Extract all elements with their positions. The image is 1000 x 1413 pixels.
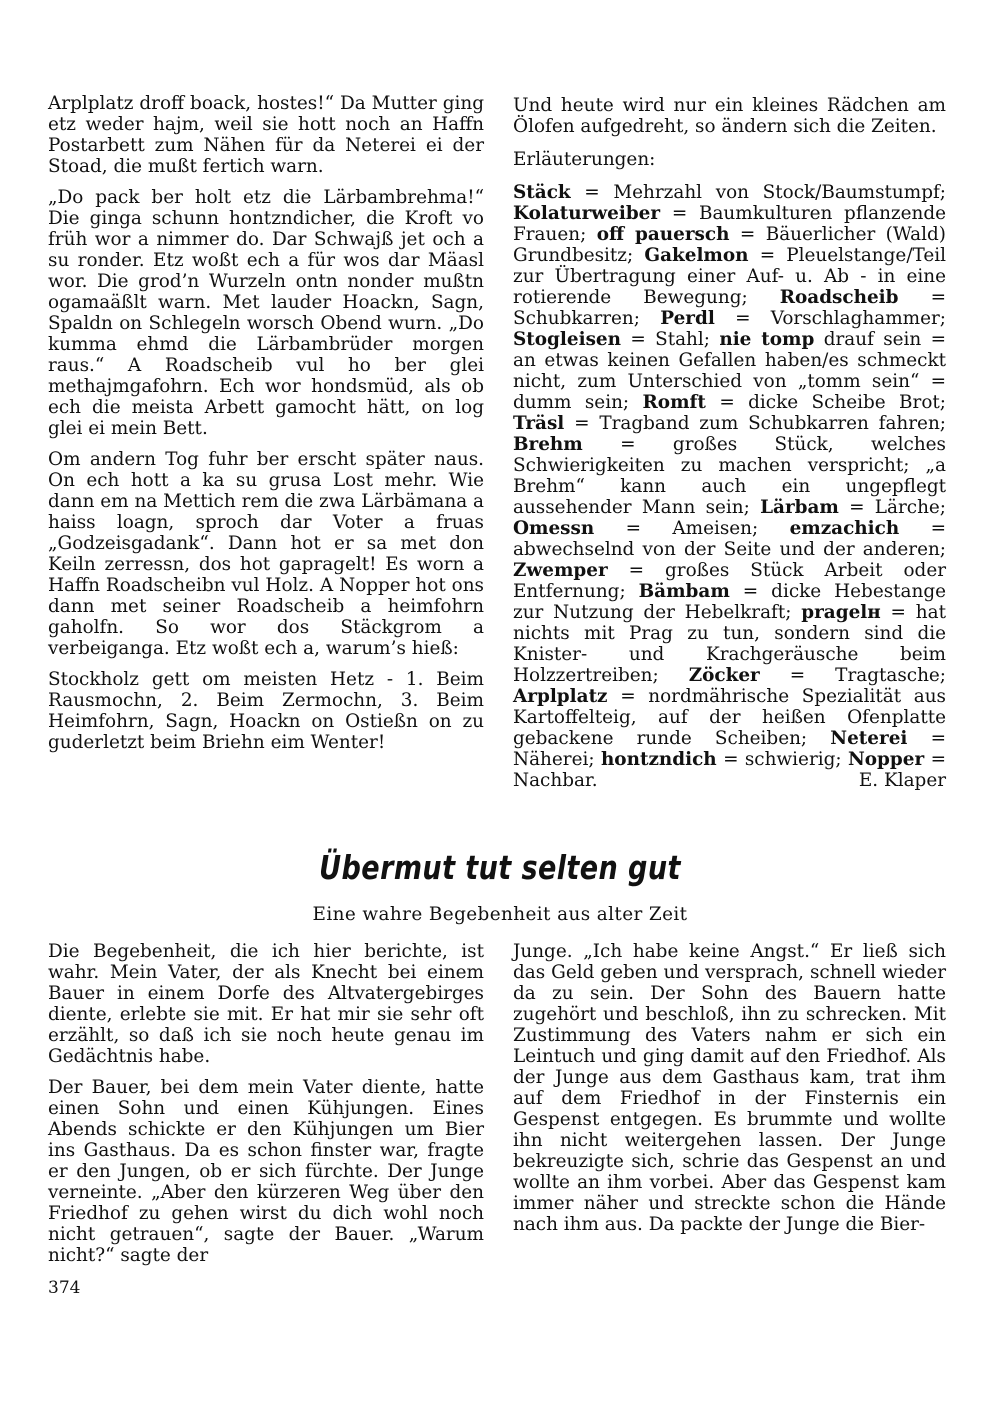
glossary-definition: = nordmährische Spezialität aus Kartoffelteig, auf der heißen Ofenplatte gebackene runde Scheiben; (513, 686, 946, 749)
glossary-definition: = Näherei; (513, 728, 946, 770)
glossary-term: Gakelmon (644, 245, 749, 266)
paragraph: Die Begebenheit, die ich hier berichte, ist wahr. Mein Vater, der als Knecht bei einem Bauer in einem Dorfe des Altvatergebirges diente, erlebte sie mit. Er hat mir sie sehr oft erzählt, so daß ich sie noch heute genau im Gedächtnis habe. (48, 941, 484, 1067)
glossary-term: Roadscheib (779, 287, 899, 308)
glossary-term: Träsl (513, 413, 565, 434)
paragraph: Stockholz gett om meisten Hetz - 1. Beim Rausmochn, 2. Beim Zermochn, 3. Beim Heimfohrn, Sagn, Hoackn on Ostießn on zu guderletzt beim Briehn eim Wenter! (48, 669, 484, 753)
glossary-term: Bämbam (638, 581, 730, 602)
paragraph: Junge. „Ich habe keine Angst.“ Er ließ sich das Geld geben und versprach, schnell wieder da zu sein. Der Sohn des Bauern hatte zugehört und beschloß, ihn zu schrecken. Mit Zustimmung des Vaters nahm er sich ein Leintuch und ging damit auf den Friedhof. Als der Junge aus dem Gasthaus kam, trat ihm auf dem Friedhof in der Finsternis ein Gespenst entgegen. Es brummte und wollte ihn nicht weitergehen lassen. Der Junge bekreuzigte sich, schrie das Gespenst an und wollte an ihm vorbei. Aber das Gespenst kam immer näher und streckte schon die Hände nach ihm aus. Da packte der Junge die Bier- (513, 941, 946, 1235)
article-title: Übermut tut selten gut (319, 848, 681, 887)
glossary-definition: = hat nichts mit Prag zu tun, sondern sind die Knister- und Krachgeräusche beim Holzzertreiben; (513, 602, 946, 686)
glossary-definition: = Mehrzahl von Stock/Baumstumpf; (584, 182, 946, 203)
glossary-definition: = dicke Hebestange zur Nutzung der Hebelkraft; (513, 581, 946, 623)
glossary-term: Nopper (847, 749, 925, 770)
paragraph: Om andern Tog fuhr ber erscht später naus. On ech hott a ka su grusa Lost mehr. Wie dann em na Mettich rem die zwa Lärbämana a haiss loagn, sproch dar Voter a fruas „Godzeisgadank“. Dann hot er sa met don Keiln zerressn, dos hot gapragelt! Es worn a Haffn Roadscheibn vul Holz. A Nopper hot ons dann met seiner Roadscheib a heimfohrn gaholfn. So wor dos Stäckgrom a verbeiganga. Etz woßt ech a, warum’s hieß: (48, 449, 484, 659)
glossary-term: Stogleisen (513, 329, 622, 350)
page-number: 374 (48, 1278, 81, 1298)
article2-left-column (48, 941, 484, 1276)
glossary-definition: drauf sein = an etwas keinen Gefallen haben/es schmeckt nicht, zum Unterschied von „tomm sein“ = dumm sein; (513, 329, 946, 413)
paragraph: „Do pack ber holt etz die Lärbambrehma!“ Die ginga schunn hontzndicher, die Kroft vo früh wor a nimmer do. Dar Schwajß jet och a su ronder. Etz woßt ech a für wos dar Mäasl wor. Die grod’n Wurzeln ontn nonder mußtn ogamaäßlt warn. Met lauder Hoackn, Sagn, Spaldn on Schlegeln worsch Obend wurn. „Do kumma ehmd die Lärbambrüder morgen raus.“ A Roadscheib vul ho ber glei methajmgafohrn. Ech wor hondsmüd, als ob ech die meista Arbett gamocht hätt, on log glei ei mein Bett. (48, 187, 484, 439)
glossary-term: hontzndich (600, 749, 717, 770)
glossary-term: Perdl (660, 308, 715, 329)
glossary-definition: = Vorschlaghammer; (735, 308, 946, 329)
article1-left-column (48, 93, 484, 763)
intro-paragraph: Und heute wird nur ein kleines Rädchen am Ölofen aufgedreht, so ändern sich die Zeiten. (513, 95, 946, 137)
glossary-term: Brehm (513, 434, 583, 455)
glossary-term: Zwemper (513, 560, 608, 581)
glossary-term: emzachich (789, 518, 900, 539)
article1-right-column (513, 95, 946, 791)
glossary-term: Kolaturweiber (513, 203, 661, 224)
glossary-term: Neterei (830, 728, 908, 749)
glossary-term: Lärbam (760, 497, 839, 518)
author-signature: E. Klaper (858, 770, 946, 791)
glossary-definition: = Tragtasche; (789, 665, 946, 686)
glossary-definition: = großes Stück, welches Schwierigkeiten zu machen verspricht; „a Brehm“ kann auch ein ungepflegt aussehender Mann sein; (513, 434, 946, 518)
glossary-definition: = Ameisen; (625, 518, 759, 539)
glossary-term: nie tomp (719, 329, 815, 350)
glossary (513, 182, 946, 791)
glossary-definition: = Bäuerlicher (Wald) Grundbesitz; (513, 224, 946, 266)
glossary-term: Zöcker (688, 665, 760, 686)
glossary-term: off pauersch (596, 224, 730, 245)
glossary-definition: = Nachbar. (513, 749, 946, 791)
glossary-definition: = abwechselnd von der Seite und der anderen; (513, 518, 946, 560)
glossary-definition: = schwierig; (723, 749, 842, 770)
glossary-definition: = Baumkulturen pflanzende Frauen; (513, 203, 946, 245)
glossary-heading: Erläuterungen: (513, 149, 656, 170)
paragraph: Der Bauer, bei dem mein Vater diente, hatte einen Sohn und einen Kühjungen. Eines Abends schickte er den Kühjungen um Bier ins Gasthaus. Da es schon finster war, fragte er den Jungen, ob er sich fürchte. Der Junge verneinte. „Aber den kürzeren Weg über den Friedhof zu gehen wirst du dich wohl noch nicht getrauen“, sagte der Bauer. „Warum nicht?“ sagte der (48, 1077, 484, 1266)
glossary-definition: = dicke Scheibe Brot; (719, 392, 946, 413)
glossary-definition: = Pleuelstange/Teil zur Übertragung einer Auf- u. Ab - in eine rotierende Bewegung; (513, 245, 946, 308)
glossary-term: Stäck (513, 182, 571, 203)
paragraph: Arplplatz droff boack, hostes!“ Da Mutter ging etz weder hajm, weil sie hott noch an Haffn Postarbett zum Nähen für da Neterei ei der Stoad, die mußt fertich warn. (48, 93, 484, 177)
article-subtitle: Eine wahre Begebenheit aus alter Zeit (312, 904, 688, 925)
glossary-term: pragelн (801, 602, 881, 623)
glossary-term: Arplplatz (513, 686, 608, 707)
glossary-definition: = Schubkarren; (513, 287, 946, 329)
glossary-term: Omessn (513, 518, 595, 539)
glossary-definition: = Tragband zum Schubkarren fahren; (574, 413, 946, 434)
glossary-term: Romft (642, 392, 706, 413)
glossary-definition: = Stahl; (630, 329, 710, 350)
glossary-definition: = Lärche; (849, 497, 946, 518)
glossary-definition: = großes Stück Arbeit oder Entfernung; (513, 560, 946, 602)
article2-right-column (513, 941, 946, 1245)
